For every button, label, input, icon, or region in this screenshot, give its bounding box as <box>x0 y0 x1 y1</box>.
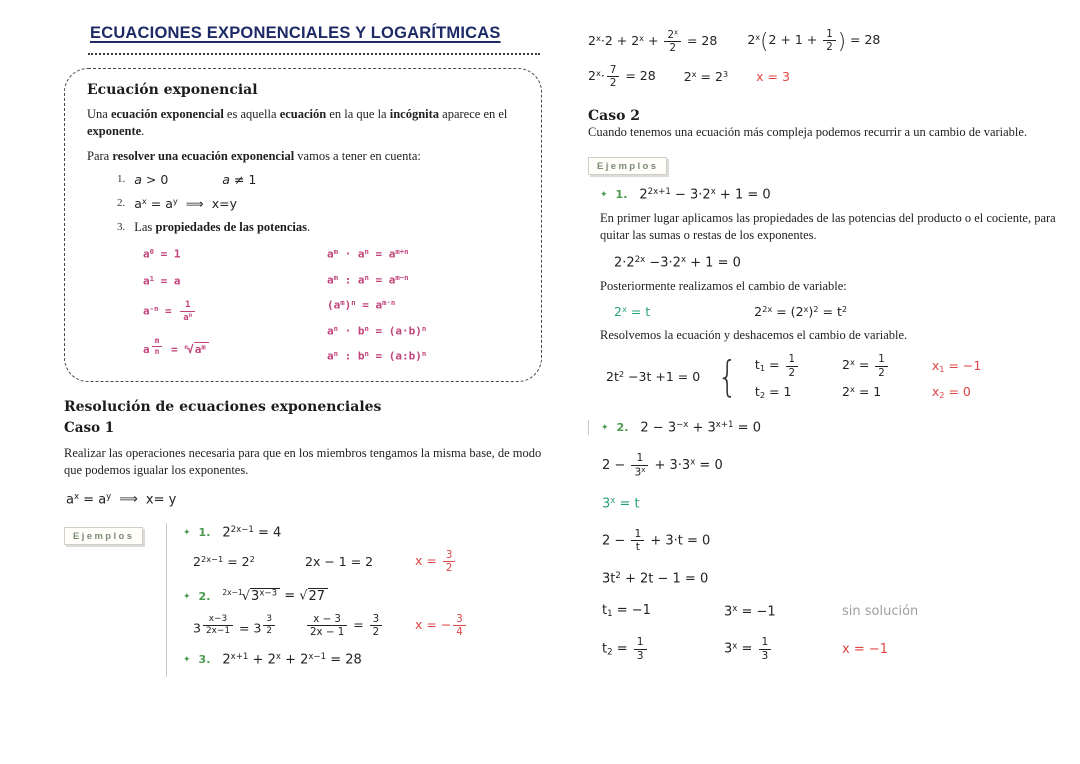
system-value: $3^x$ = $\frac{1}{3}$ <box>724 636 842 662</box>
example-number: 1. <box>198 525 211 539</box>
title-divider <box>88 53 540 55</box>
system-value: $t_1 = -1$ <box>602 603 651 620</box>
caso2-heading: Caso 2 <box>588 107 641 124</box>
property-formula: $a^{-n}$ = $\frac{1}{a^n}$ <box>143 300 275 323</box>
system-result: $x_1 = -1$ <box>931 358 982 375</box>
definition-box-heading: Ecuación exponencial <box>87 82 258 98</box>
example-number: 1. <box>615 187 628 201</box>
diamond-bullet-icon: ✦ <box>600 188 608 199</box>
system-value: $t_1$ = $\frac{1}{2}$ <box>755 353 800 378</box>
example-steps <box>193 549 542 574</box>
example-step: 3 $^{\frac{x-3}{2x-1}}$ = 3 $^{\frac{3}{2}}$ <box>193 614 305 636</box>
left-column <box>64 24 542 677</box>
example-explanation: Resolvemos la ecuación y deshacemos el cambio de variable. <box>600 328 908 343</box>
rule-number: 1. <box>117 173 126 186</box>
substitution-row <box>614 304 1066 319</box>
definition-box <box>64 68 542 382</box>
caso1-examples-section <box>64 523 542 677</box>
system-result: x = −1 <box>842 642 889 658</box>
example-equation: $2^{2x+1} - 3\cdot 2^x + 1 = 0$ <box>639 186 771 203</box>
property-formula: $a^n$ : $b^n$ = (a:b)$^n$ <box>327 349 427 363</box>
continuation-result: x = 3 <box>756 69 790 85</box>
rule-number: 2. <box>117 197 126 210</box>
continuation-formula: $2^x(2 + 1$ + $\frac{1}{2}$ ) = 28 <box>747 28 881 55</box>
caso1-heading: Caso 1 <box>64 420 115 436</box>
property-formula: $(a^m)^n = a^{m\cdot n}$ <box>327 298 396 312</box>
continuation-formula: $2^x\cdot 2 + 2^x$ + $\frac{2^x}{2}$ = 28 <box>588 28 718 54</box>
continuation-row-2 <box>588 64 1066 89</box>
example-1 <box>183 525 542 574</box>
example-head <box>183 588 542 604</box>
system-value: $t_2 = 1$ <box>754 383 792 400</box>
definition-paragraph: Una ecuación exponencial es aquella ecuación en la que la incógnita aparece en el exponente. <box>87 107 508 139</box>
rule-text: Las propiedades de las potencias. <box>134 219 311 234</box>
rule-item-1 <box>117 172 521 187</box>
example-head <box>183 525 542 540</box>
caso1-examples-list <box>166 523 542 677</box>
example-equation: $2^{2x-1} = 4$ <box>222 524 282 541</box>
example-step: $3t^2 + 2t - 1 = 0$ <box>602 571 709 587</box>
substitution-formula: $2^x = t$ <box>614 304 651 320</box>
power-properties-left <box>143 247 275 363</box>
example-result: x = − $\frac{3}{4}$ <box>415 613 542 638</box>
diamond-bullet-icon: ✦ <box>183 526 191 537</box>
example-step: $2^{2x-1} = 2^2$ <box>193 554 255 570</box>
solution-row-1 <box>602 603 1066 619</box>
section-heading-resolucion: Resolución de ecuaciones exponenciales <box>64 399 382 415</box>
solution-system-grid <box>755 353 981 399</box>
right-column <box>588 24 1066 677</box>
diamond-bullet-icon: ✦ <box>601 421 609 432</box>
property-formula: $a^m$ : $a^n = a^{m-n}$ <box>327 272 409 287</box>
rule-number: 3. <box>117 221 126 234</box>
example-steps <box>193 613 542 638</box>
solution-row-2 <box>602 636 1066 662</box>
continuation-formula: $2^x = 2^3$ <box>683 69 729 85</box>
rule-formula: a > 0 a ≠ 1 <box>134 171 257 187</box>
caso2-example-1 <box>588 187 1066 400</box>
resolve-intro-paragraph: Para resolver una ecuación exponencial vamos a tener en cuenta: <box>87 148 421 163</box>
system-value: $2^x$ = $\frac{1}{2}$ <box>842 353 890 378</box>
example-head <box>588 420 1066 435</box>
example-explanation: Posteriormente realizamos el cambio de variable: <box>600 278 847 293</box>
example-step: $2\cdot 2^{2x} -3\cdot 2^x + 1 = 0$ <box>614 254 741 270</box>
caso1-general-formula: $a^x = a^y$ ⟹ x= y <box>66 491 177 507</box>
ejemplos-chip: Ejemplos <box>588 157 667 175</box>
example-number: 2. <box>198 589 211 603</box>
no-solution-label: sin solución <box>842 603 919 619</box>
system-value: $3^x = -1$ <box>724 603 776 620</box>
property-formula: a $^{\frac{m}{n}}$ = $^n√a^m$ <box>143 336 275 356</box>
example-step: $2t^2 -3t +1 = 0$ <box>606 369 701 385</box>
example-result: x = $\frac{3}{2}$ <box>415 549 542 574</box>
system-value: $t_2$ = $\frac{1}{3}$ <box>602 636 724 662</box>
example-step: 2 − $\frac{1}{t}$ + 3·t = 0 <box>602 526 711 554</box>
solution-system-row <box>606 353 1066 399</box>
rule-item-2 <box>117 196 521 211</box>
example-number: 2. <box>616 420 629 434</box>
example-step: 2x − 1 = 2 <box>305 554 374 570</box>
example-number: 3. <box>198 653 211 667</box>
example-step: 2 − $\frac{1}{3^x}$ + $3\cdot 3^x = 0$ <box>602 451 723 479</box>
caso1-description: Realizar las operaciones necesaria para que en los miembros tengamos la misma base, de modo que podemos igualar los exponentes. <box>64 446 542 478</box>
substitution-formula: $2^{2x} = (2^x)^2 = t^2$ <box>754 304 848 320</box>
example-equation: $2^{x+1} + 2^x + 2^{x-1} = 28$ <box>222 651 362 668</box>
caso2-description: Cuando tenemos una ecuación más compleja podemos recurrir a un cambio de variable. <box>588 124 1028 139</box>
example-head <box>183 652 542 667</box>
property-formula: $a^1 = a$ <box>143 273 181 288</box>
property-formula: $a^n \cdot b^n = (a\cdot b)^n$ <box>327 323 427 338</box>
power-properties-right <box>327 247 426 363</box>
continuation-row-1 <box>588 28 1066 54</box>
ejemplos-chip-column <box>64 523 166 677</box>
example-equation: $^{2x-1}√3^{x-3} = √27$ <box>222 588 328 604</box>
power-properties <box>143 247 521 363</box>
property-formula: $a^0 = 1$ <box>143 246 181 261</box>
ejemplos-chip: Ejemplos <box>64 527 143 545</box>
system-result: $x_2 = 0$ <box>931 383 971 400</box>
diamond-bullet-icon: ✦ <box>183 654 191 665</box>
property-formula: $a^m \cdot a^n = a^{m+n}$ <box>327 246 409 261</box>
diamond-bullet-icon: ✦ <box>183 590 191 601</box>
example-2 <box>183 588 542 638</box>
system-brace: { <box>717 351 738 401</box>
substitution-formula: $3^x = t$ <box>602 495 640 511</box>
rule-formula: $a^x = a^y$ ⟹ x=y <box>134 195 237 211</box>
example-step: $\frac{x - 3}{2x - 1}$ = $\frac{3}{2}$ <box>305 613 415 638</box>
example-3 <box>183 652 542 667</box>
caso2-example-2 <box>588 420 1066 663</box>
system-value: $2^x = 1$ <box>842 384 882 400</box>
rule-item-3 <box>117 220 521 235</box>
example-explanation: En primer lugar aplicamos las propiedades de las potencias del producto o el cociente, para quitar las sumas o restas de los exponentes. <box>600 211 1056 243</box>
page-title: ECUACIONES EXPONENCIALES Y LOGARÍTMICAS <box>90 24 501 42</box>
example-equation: $2 - 3^{-x} + 3^{x+1} = 0$ <box>640 419 761 435</box>
example-head <box>600 187 1066 202</box>
continuation-formula: $2^x\cdot$ $\frac{7}{2}$ = 28 <box>588 64 656 90</box>
rules-list <box>117 172 521 235</box>
example3-continuation <box>588 28 1066 90</box>
ejemplos-chip-row <box>588 156 1066 175</box>
